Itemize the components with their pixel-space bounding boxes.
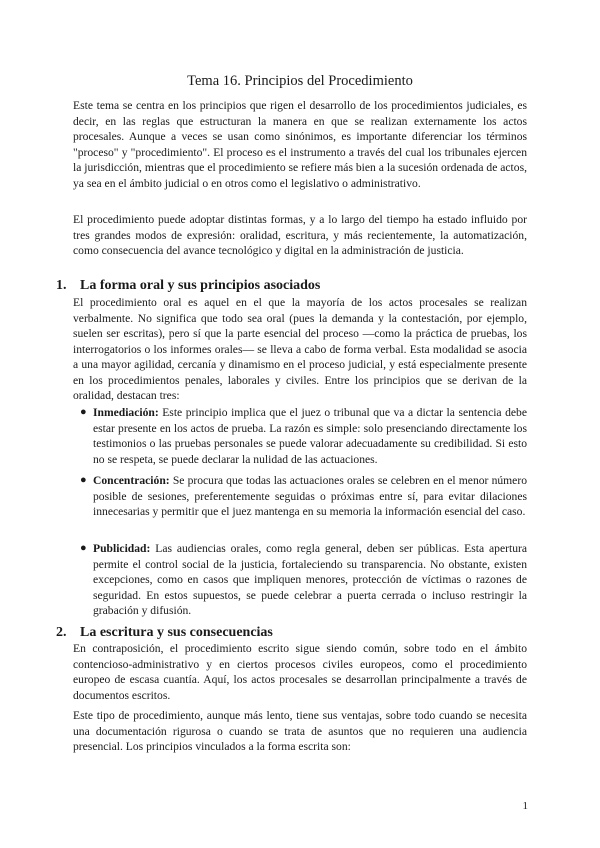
- section-1-heading: [56, 277, 536, 295]
- page-title: Tema 16. Principios del Procedimiento: [187, 73, 413, 89]
- intro-paragraph-1: Este tema se centra en los principios que rigen el desarrollo de los procedimientos judiciales, es decir, en las reglas que estructuran la manera en que se realizan externamente los actos procesales. Aunque a veces se usan como sinónimos, es importante diferenciar los términos "proceso" y "procedimiento". El proceso es el instrumento a través del cual los tribunales ejercen la jurisdicción, mientras que el procedimiento se refiere más bien a la sucesión ordenada de actos, ya sea en el ámbito judicial o en otros como el legislativo o administrativo.: [73, 99, 527, 190]
- bullet-text: Este principio implica que el juez o tribunal que va a dictar la sentencia debe estar presente en los actos de prueba. La razón es simple: solo presenciando directamente los testimonios o las pruebas personales se puede valorar adecuadamente su credibilidad. Si esto no se respeta, se puede declarar la nulidad de las actuaciones.: [93, 406, 527, 466]
- bullet-dot-icon: ●: [80, 542, 87, 554]
- bullet-dot-icon: ●: [80, 406, 87, 418]
- section-2-title: La escritura y sus consecuencias: [80, 625, 273, 640]
- bullet-dot-icon: ●: [80, 474, 87, 486]
- bullet-publicidad: [80, 541, 527, 619]
- bullet-term: Inmediación:: [93, 406, 159, 419]
- bullet-inmediacion: [80, 405, 527, 467]
- bullet-term: Publicidad:: [93, 542, 151, 555]
- bullet-term: Concentración:: [93, 474, 170, 487]
- section-2-number: 2.: [56, 625, 67, 640]
- section-1-number: 1.: [56, 278, 67, 293]
- section-2-paragraph-1: En contraposición, el procedimiento escrito sigue siendo común, sobre todo en el ámbito contencioso-administrativo y en ciertos procesos civiles europeos, como el procedimiento europeo de escasa cuantía. Aquí, los actos procesales se desarrollan principalmente a través de documentos escritos.: [73, 642, 527, 702]
- page-number: 1: [522, 800, 528, 812]
- bullet-concentracion: [80, 473, 527, 520]
- section-1-paragraph: El procedimiento oral es aquel en el que la mayoría de los actos procesales se realizan verbalmente. No significa que todo sea oral (pues la demanda y la contestación, por ejemplo, suelen ser escritas), pero sí que la parte esencial del proceso —como la práctica de pruebas, los interrogatorios o los informes orales— se lleva a cabo de forma verbal. Esta modalidad se asocia a una mayor agilidad, cercanía y dinamismo en el proceso judicial, y está especialmente presente en los procedimientos penales, laborales y civiles. Entre los principios que se derivan de la oralidad, destacan tres:: [73, 296, 527, 402]
- section-2-heading: [56, 624, 536, 642]
- bullet-text: Se procura que todas las actuaciones orales se celebren en el menor número posible de sesiones, preferentemente seguidas o próximas entre sí, para evitar dilaciones innecesarias y permitir que el juez mantenga en su memoria la información esencial del caso.: [93, 474, 527, 518]
- intro-paragraph-2: El procedimiento puede adoptar distintas formas, y a lo largo del tiempo ha estado influido por tres grandes modos de expresión: oralidad, escritura, y más recientemente, la automatización, como consecuencia del avance tecnológico y digital en la administración de justicia.: [73, 213, 527, 257]
- section-2-paragraph-2: Este tipo de procedimiento, aunque más lento, tiene sus ventajas, sobre todo cuando se necesita una documentación rigurosa o cuando se trata de asuntos que no requieren una audiencia presencial. Los principios vinculados a la forma escrita son:: [73, 709, 527, 753]
- bullet-text: Las audiencias orales, como regla general, deben ser públicas. Esta apertura permite el control social de la justicia, fortaleciendo su transparencia. No obstante, existen excepciones, como en casos que impliquen menores, protección de víctimas o razones de seguridad. En estos supuestos, se puede celebrar a puerta cerrada o incluso restringir la grabación y difusión.: [93, 542, 527, 617]
- section-1-title: La forma oral y sus principios asociados: [80, 278, 321, 293]
